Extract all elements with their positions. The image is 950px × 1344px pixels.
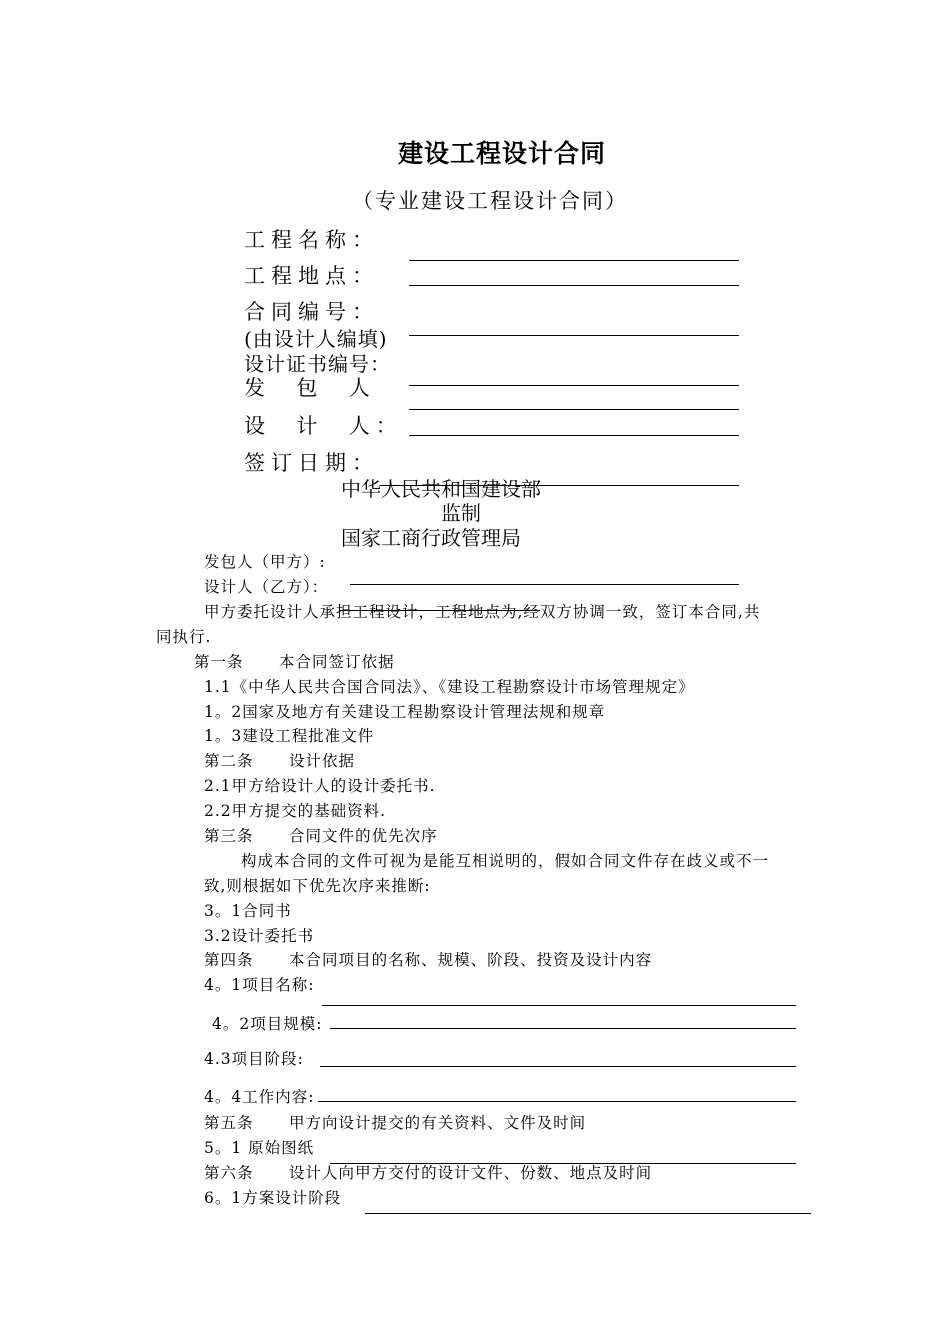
article-1-2: 1。2国家及地方有关建设工程勘察设计管理法规和规章: [204, 703, 606, 721]
article-3-para-2: 致,则根据如下优先次序来推断:: [204, 877, 431, 895]
article-3-heading: 第三条 合同文件的优先次序: [204, 827, 438, 845]
contract-no-line: [409, 335, 739, 336]
party-b-line: [350, 584, 739, 585]
article-1-heading: 第一条 本合同签订依据: [194, 653, 395, 671]
contract-no-label: 合同编号：: [244, 300, 379, 324]
party-a-label: 发包人（甲方）:: [204, 553, 326, 571]
article-4-4-line: [318, 1101, 796, 1102]
intro-strike-line: [340, 610, 540, 611]
article-5-heading: 第五条 甲方向设计提交的有关资料、文件及时间: [204, 1114, 587, 1132]
project-name-label: 工程名称：: [244, 228, 379, 252]
article-4-1: 4。1项目名称:: [204, 976, 315, 994]
issuer-bureau: 国家工商行政管理局: [341, 526, 521, 550]
designer-line: [409, 435, 739, 436]
sign-date-line: [380, 485, 739, 486]
article-4-3: 4.3项目阶段:: [204, 1050, 304, 1068]
article-6-1: 6。1方案设计阶段: [204, 1189, 342, 1207]
page-subtitle: （专业建设工程设计合同）: [352, 189, 628, 213]
page-title: 建设工程设计合同: [398, 139, 607, 168]
designer-label: 设 计 人：: [244, 414, 403, 438]
project-location-label: 工程地点：: [244, 264, 379, 288]
article-2-1: 2.1甲方给设计人的设计委托书.: [204, 777, 436, 795]
cert-no-label: 设计证书编号：: [244, 352, 391, 376]
intro-line-1: 甲方委托设计人承担工程设计，工程地点为,经双方协调一致，签订本合同,共: [204, 603, 761, 621]
project-name-line: [409, 260, 739, 261]
article-1-1: 1.1《中华人民共合国合同法》、《建设工程勘察设计市场管理规定》: [204, 678, 695, 696]
article-3-1: 3。1合同书: [204, 902, 292, 920]
article-4-heading: 第四条 本合同项目的名称、规模、阶段、投资及设计内容: [204, 951, 653, 969]
client-line-2: [409, 409, 739, 410]
article-4-3-line: [320, 1066, 796, 1067]
client-label: 发 包 人: [244, 376, 376, 400]
article-4-1-line: [322, 1005, 796, 1006]
article-2-heading: 第二条 设计依据: [204, 752, 356, 770]
article-1-3: 1。3建设工程批准文件: [204, 727, 375, 745]
article-3-para-1: 构成本合同的文件可视为是能互相说明的，假如合同文件存在歧义或不一: [241, 852, 770, 870]
sign-date-label: 签订日期：: [244, 451, 379, 475]
article-4-2-line: [330, 1028, 796, 1029]
party-b-label: 设计人（乙方）：: [204, 578, 329, 596]
project-location-line: [409, 285, 739, 286]
intro-line-2: 同执行.: [156, 628, 212, 646]
client-line: [409, 385, 739, 386]
article-4-2: 4。2项目规模:: [212, 1015, 323, 1033]
issuer-ministry: 中华人民共和国建设部: [341, 477, 541, 501]
article-2-2: 2.2甲方提交的基础资料.: [204, 802, 387, 820]
article-6-1-line: [365, 1213, 811, 1214]
article-6-heading: 第六条 设计人向甲方交付的设计文件、份数、地点及时间: [204, 1164, 653, 1182]
contract-no-note: (由设计人编填): [244, 327, 388, 351]
article-3-2: 3.2设计委托书: [204, 927, 315, 945]
article-5-1: 5。1 原始图纸: [204, 1139, 315, 1157]
article-4-4: 4。4工作内容:: [204, 1088, 315, 1106]
issuer-supervise: 监制: [441, 501, 481, 525]
